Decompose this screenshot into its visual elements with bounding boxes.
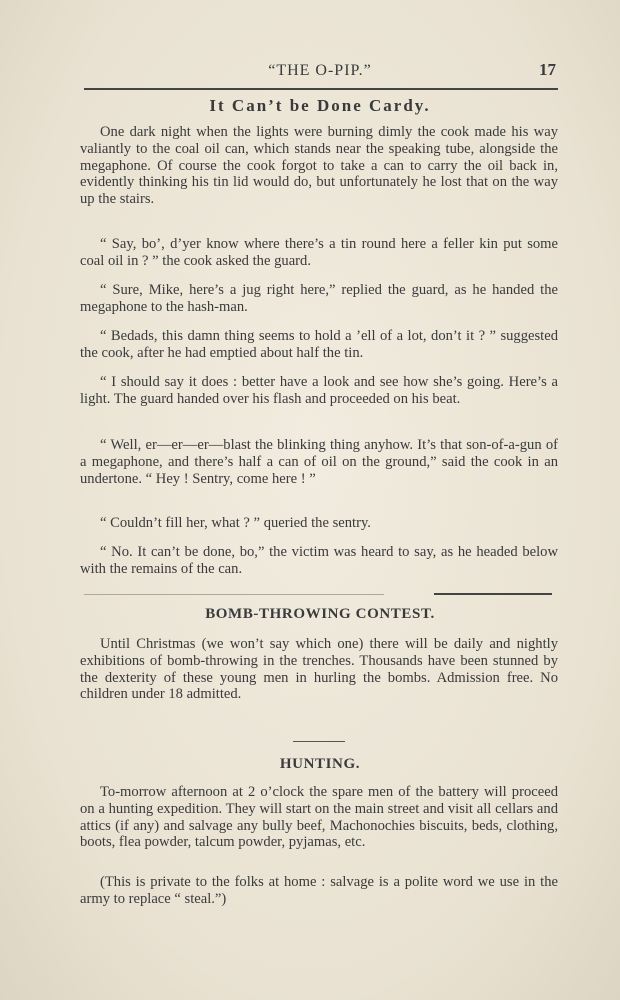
section-divider: [84, 594, 384, 595]
running-title: “THE O-PIP.”: [268, 62, 372, 79]
article1-paragraph: “ Well, er—er—er—blast the blinking thing anyhow. It’s that son-of-a-gun of a megaphone, and there’s half a can of oil on the ground,” said the cook in an undertone. “ Hey ! Sentry, come here ! ”: [80, 437, 558, 487]
running-head: [80, 58, 560, 86]
article3-paragraph: (This is private to the folks at home : salvage is a polite word we use in the army to replace “ steal.”): [80, 874, 558, 907]
article3-paragraph: To-morrow afternoon at 2 o’clock the spare men of the battery will proceed on a hunting expedition. They will start on the main street and visit all cellars and attics (if any) and salvage any bully beef, Machonochies biscuits, beds, clothing, boots, flea powder, talcum powder, pyjamas, etc.: [80, 784, 558, 851]
article1-paragraph: “ Sure, Mike, here’s a jug right here,” replied the guard, as he handed the megaphone to the hash-man.: [80, 282, 558, 315]
article1-paragraph: “ No. It can’t be done, bo,” the victim was heard to say, as he headed below with the remains of the can.: [80, 544, 558, 577]
article-title-bomb-throwing: BOMB-THROWING CONTEST.: [205, 606, 435, 622]
section-divider: [293, 741, 345, 742]
article1-paragraph: One dark night when the lights were burning dimly the cook made his way valiantly to the coal oil can, which stands near the speaking tube, alongside the megaphone. Of course the cook forgot to take a can to carry the oil back in, evidently thinking his tin lid would do, but unfortunately he lost that on the way up the stairs.: [80, 124, 558, 208]
page-number: 17: [539, 60, 556, 79]
article-title-hunting: HUNTING.: [279, 756, 361, 772]
article2-paragraph: Until Christmas (we won’t say which one) there will be daily and nightly exhibitions of bomb-throwing in the trenches. Thousands have been stunned by the dexterity of these young men in hurling the bombs. Admission free. No children under 18 admitted.: [80, 636, 558, 703]
section-divider: [434, 593, 552, 595]
article1-paragraph: “ Bedads, this damn thing seems to hold a ’ell of a lot, don’t it ? ” suggested the cook, after he had emptied about half the tin.: [80, 328, 558, 361]
article1-paragraph: “ Couldn’t fill her, what ? ” queried the sentry.: [100, 515, 371, 531]
header-rule: [84, 88, 558, 90]
article-title-cant-be-done: It Can’t be Done Cardy.: [209, 96, 431, 115]
article1-paragraph: “ I should say it does : better have a look and see how she’s going. Here’s a light. The guard handed over his flash and proceeded on his beat.: [80, 374, 558, 407]
article1-paragraph: “ Say, bo’, d’yer know where there’s a tin round here a feller kin put some coal oil in ? ” the cook asked the guard.: [80, 236, 558, 269]
